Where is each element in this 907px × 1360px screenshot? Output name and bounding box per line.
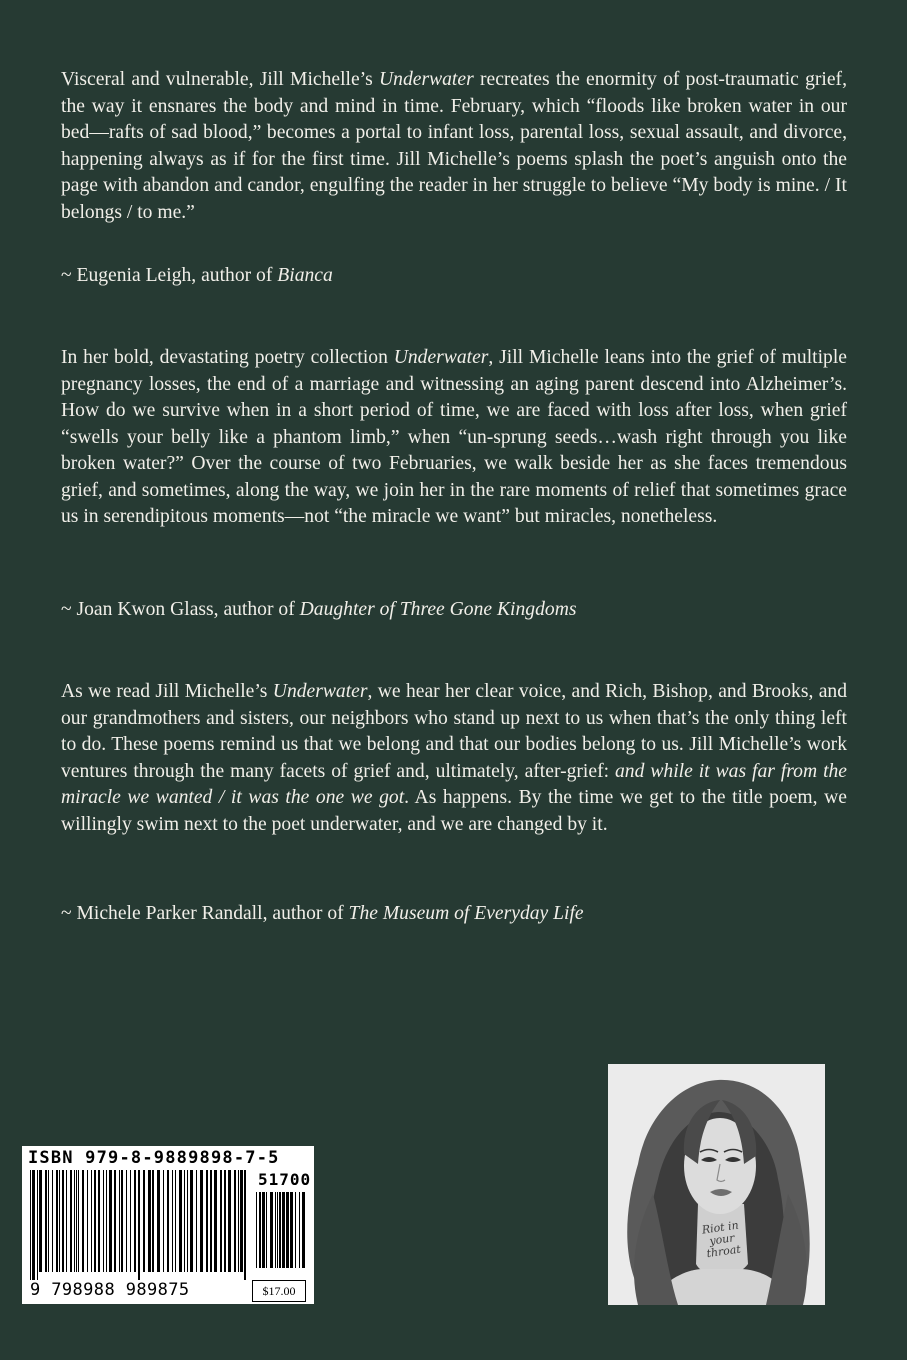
barcode-bar: [224, 1170, 226, 1272]
barcode-bar: [277, 1192, 278, 1268]
barcode-bar: [302, 1192, 305, 1268]
barcode-bar: [74, 1170, 75, 1272]
barcode-bar: [52, 1170, 53, 1272]
addon-barcode-bars: [254, 1192, 306, 1276]
barcode-bar: [240, 1170, 243, 1272]
barcode-bars: [28, 1170, 248, 1280]
barcode-bar: [259, 1192, 261, 1268]
barcode-bar: [190, 1170, 193, 1272]
barcode-bar: [148, 1170, 151, 1272]
attribution-2: ~ Joan Kwon Glass, author of Daughter of Three Gone Kingdoms: [61, 599, 577, 620]
barcode-bar: [256, 1192, 257, 1268]
barcode-bar: [167, 1170, 169, 1272]
barcode-bar: [91, 1170, 92, 1272]
barcode-bar: [282, 1192, 285, 1268]
barcode-bar: [279, 1192, 281, 1268]
attribution-1: ~ Eugenia Leigh, author of Bianca: [61, 265, 333, 286]
barcode-bar: [172, 1170, 173, 1272]
barcode-bar: [78, 1170, 79, 1272]
barcode-bar: [130, 1170, 131, 1272]
author-book: The Museum of Everyday Life: [348, 903, 584, 924]
poem-quote: and while it was far from the miracle we wanted / it was the one we got: [61, 760, 847, 808]
barcode-bar: [138, 1170, 140, 1280]
barcode-bar: [94, 1170, 96, 1272]
book-title: Underwater: [272, 681, 368, 702]
barcode-bar: [200, 1170, 203, 1272]
addon-number: 51700: [258, 1170, 312, 1189]
barcode-bar: [290, 1192, 293, 1268]
attribution-3: ~ Michele Parker Randall, author of The Museum of Everyday Life: [61, 903, 584, 924]
barcode-bar: [295, 1192, 296, 1268]
barcode-bar: [62, 1170, 64, 1272]
barcode-bar: [109, 1170, 112, 1272]
barcode-bar: [196, 1170, 197, 1272]
blurb-3: As we read Jill Michelle’s Underwater, we hear her clear voice, and Rich, Bishop, and Brooks, and our grandmothers and sisters, our neighbors who stand up next to us when that’s the only thing left to do. These poems remind us that we belong and that our bodies belong to us. Jill Michelle’s work ventures through the many facets of grief and, ultimately, after-grief: and while it was far from the miracle we wanted / it was the one we got. As happens. By the time we get to the title poem, we willingly swim next to the poet underwater, and we are changed by it.: [61, 681, 847, 835]
barcode-bar: [163, 1170, 164, 1272]
barcode-bar: [299, 1192, 300, 1268]
author-book: Daughter of Three Gone Kingdoms: [299, 599, 577, 620]
barcode-bar: [175, 1170, 176, 1272]
ean-digits: 9 798988 989875: [30, 1280, 190, 1300]
isbn-barcode: [22, 1146, 314, 1304]
barcode-bar: [59, 1170, 60, 1272]
portrait-illustration: [608, 1064, 825, 1305]
barcode-bar: [114, 1170, 116, 1272]
barcode-bar: [143, 1170, 145, 1272]
barcode-bar: [179, 1170, 182, 1272]
barcode-bar: [206, 1170, 208, 1272]
barcode-bar: [70, 1170, 72, 1272]
book-title: Underwater: [379, 69, 474, 90]
barcode-bar: [48, 1170, 49, 1272]
author-portrait: [608, 1064, 825, 1305]
barcode-bar: [244, 1170, 246, 1280]
barcode-bar: [126, 1170, 127, 1272]
barcode-bar: [228, 1170, 231, 1272]
barcode-bar: [32, 1170, 35, 1280]
barcode-bar: [45, 1170, 47, 1272]
barcode-bar: [234, 1170, 236, 1272]
barcode-bar: [220, 1170, 222, 1272]
barcode-bar: [103, 1170, 104, 1272]
barcode-bar: [37, 1170, 38, 1280]
barcode-bar: [134, 1170, 136, 1272]
barcode-bar: [210, 1170, 212, 1272]
neck-tattoo: Riot in your throat: [701, 1218, 742, 1261]
barcode-bar: [98, 1170, 100, 1272]
author-book: Bianca: [277, 265, 333, 286]
barcode-bar: [266, 1192, 267, 1268]
blurb-1: Visceral and vulnerable, Jill Michelle’s Underwater recreates the enormity of post-traumatic grief, the way it ensnares the body and mind in time. February, which “floods like broken water in our bed—rafts of sad blood,” becomes a portal to infant loss, parental loss, sexual assault, and divorce, happening always as if for the first time. Jill Michelle’s poems splash the poet’s anguish onto the page with abandon and candor, engulfing the reader in her struggle to believe “My body is mine. / It belongs / to me.”: [61, 69, 847, 223]
barcode-bar: [39, 1170, 42, 1272]
barcode-bar: [184, 1170, 185, 1272]
barcode-bar: [121, 1170, 123, 1272]
barcode-bar: [82, 1170, 84, 1272]
blurb-2: In her bold, devastating poetry collection Underwater, Jill Michelle leans into the grief of multiple pregnancy losses, the end of a marriage and witnessing an aging parent descend into Alzheimer’s. How do we survive when in a short period of time, we are faced with loss after loss, when grief “swells your belly like a phantom limb,” when “un-sprung seeds…wash right through you like broken water?” Over the course of two Februaries, we walk beside her as she faces tremendous grief, and sometimes, along the way, we join her in the rare moments of relief that sometimes grace us in serendipitous moments—not “the miracle we want” but miracles, nonetheless.: [61, 347, 847, 527]
barcode-bar: [187, 1170, 188, 1272]
barcode-bar: [270, 1192, 273, 1268]
barcode-bar: [76, 1170, 77, 1272]
barcode-bar: [30, 1170, 31, 1280]
barcode-bar: [157, 1170, 160, 1272]
isbn-label: ISBN 979-8-9889898-7-5: [28, 1148, 280, 1168]
barcode-bar: [262, 1192, 265, 1268]
barcode-bar: [238, 1170, 239, 1272]
barcode-bar: [286, 1192, 289, 1268]
barcode-bar: [87, 1170, 88, 1272]
barcode-bar: [56, 1170, 58, 1272]
barcode-bar: [66, 1170, 67, 1272]
barcode-bar: [152, 1170, 154, 1272]
barcode-bar: [106, 1170, 107, 1272]
barcode-bar: [275, 1192, 276, 1268]
book-title: Underwater: [393, 347, 489, 368]
barcode-bar: [214, 1170, 217, 1272]
price-label: $17.00: [252, 1280, 306, 1302]
barcode-bar: [119, 1170, 120, 1272]
